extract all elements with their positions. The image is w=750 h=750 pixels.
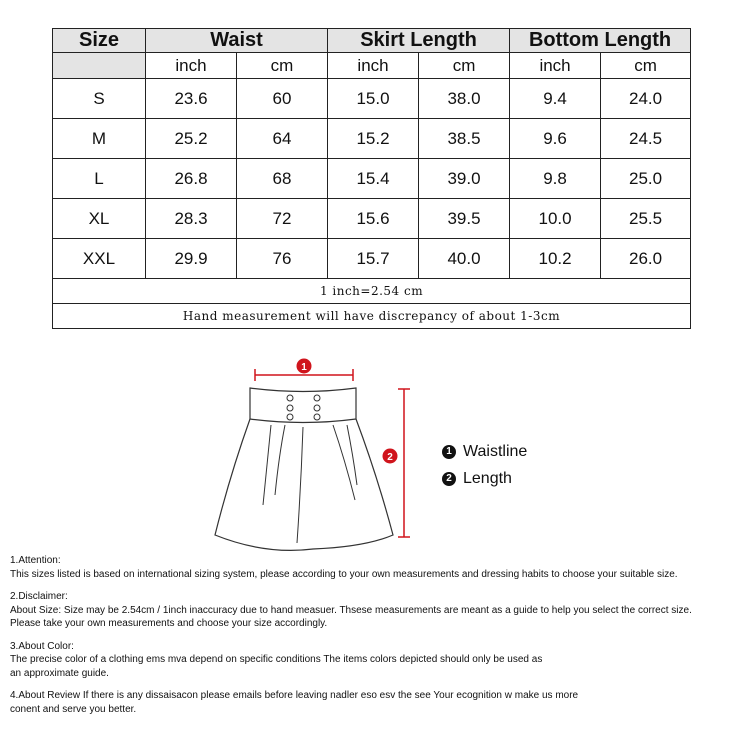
note-line: About Size: Size may be 2.54cm / 1inch inaccuracy due to hand measuer. Thsese measurements are meant as a guide to help you select the correct size.: [10, 604, 692, 616]
waist-inch-cell: 29.9: [146, 239, 237, 279]
note-line: an approximate guide.: [10, 667, 109, 679]
header-skirt-length: Skirt Length: [328, 29, 510, 53]
button-icons: [287, 395, 320, 420]
discrepancy-note: Hand measurement will have discrepancy of about 1-3cm: [53, 304, 691, 329]
unit-cell: cm: [237, 53, 328, 79]
size-cell: S: [53, 79, 146, 119]
legend-label: Length: [463, 469, 512, 487]
table-row: [53, 199, 691, 239]
waist-cm-cell: 72: [237, 199, 328, 239]
unit-cell: inch: [328, 53, 419, 79]
waist-cm-cell: 68: [237, 159, 328, 199]
bottom-cm-cell: 25.0: [601, 159, 691, 199]
skirt-body-outline: [215, 419, 393, 550]
header-row: [53, 29, 691, 53]
unit-blank: [53, 53, 146, 79]
notes-section: [10, 554, 748, 725]
table-row: [53, 239, 691, 279]
bottom-cm-cell: 25.5: [601, 199, 691, 239]
bottom-cm-cell: 24.0: [601, 79, 691, 119]
header-size: Size: [53, 29, 146, 53]
waist-cm-cell: 76: [237, 239, 328, 279]
pleat-lines: [263, 425, 357, 543]
note-line: 4.About Review If there is any dissaisacon please emails before leaving nadler eso esv the see Your ecognition w make us more: [10, 690, 579, 701]
note-attention: [10, 554, 748, 581]
note-title: 2.Disclaimer:: [10, 591, 68, 602]
bottom-inch-cell: 10.0: [510, 199, 601, 239]
discrepancy-row: [53, 304, 691, 329]
note-title: 3.About Color:: [10, 640, 74, 652]
waist-inch-cell: 26.8: [146, 159, 237, 199]
size-cell: M: [53, 119, 146, 159]
waistband-outline: [250, 388, 356, 423]
skirt-diagram: [205, 355, 420, 565]
skirt-cm-cell: 39.5: [419, 199, 510, 239]
marker-2-icon: [383, 449, 398, 464]
waist-cm-cell: 60: [237, 79, 328, 119]
legend-item-waistline: [442, 438, 527, 465]
legend-item-length: [442, 465, 527, 492]
note-line: This sizes listed is based on international sizing system, please according to your own measurements and dressing habits to choose your suitable size.: [10, 568, 678, 580]
conversion-row: [53, 279, 691, 304]
marker-1-label: 1: [301, 362, 307, 373]
bottom-inch-cell: 9.6: [510, 119, 601, 159]
note-line: conent and serve you better.: [10, 703, 137, 715]
note-about-review: [10, 689, 748, 716]
note-title: 1.Attention:: [10, 555, 61, 566]
marker-2-label: 2: [387, 452, 393, 463]
size-cell: L: [53, 159, 146, 199]
legend-number-icon: 1: [442, 445, 456, 459]
note-line: The precise color of a clothing ems mva depend on specific conditions The items colors depicted should only be used as: [10, 654, 543, 665]
conversion-note: 1 inch=2.54 cm: [53, 279, 691, 304]
skirt-cm-cell: 38.0: [419, 79, 510, 119]
skirt-inch-cell: 15.2: [328, 119, 419, 159]
header-waist: Waist: [146, 29, 328, 53]
table-row: [53, 119, 691, 159]
skirt-inch-cell: 15.6: [328, 199, 419, 239]
size-cell: XXL: [53, 239, 146, 279]
unit-cell: cm: [601, 53, 691, 79]
marker-1-icon: [297, 359, 312, 374]
size-cell: XL: [53, 199, 146, 239]
note-disclaimer: [10, 590, 748, 631]
bottom-cm-cell: 26.0: [601, 239, 691, 279]
skirt-cm-cell: 39.0: [419, 159, 510, 199]
note-line: Please take your own measurements and choose your size accordingly.: [10, 618, 328, 629]
skirt-cm-cell: 40.0: [419, 239, 510, 279]
waist-cm-cell: 64: [237, 119, 328, 159]
unit-cell: inch: [146, 53, 237, 79]
header-bottom-length: Bottom Length: [510, 29, 691, 53]
unit-cell: cm: [419, 53, 510, 79]
skirt-inch-cell: 15.7: [328, 239, 419, 279]
waist-inch-cell: 23.6: [146, 79, 237, 119]
bottom-cm-cell: 24.5: [601, 119, 691, 159]
bottom-inch-cell: 9.8: [510, 159, 601, 199]
table-row: [53, 79, 691, 119]
unit-cell: inch: [510, 53, 601, 79]
waist-inch-cell: 28.3: [146, 199, 237, 239]
note-about-color: [10, 640, 748, 681]
skirt-cm-cell: 38.5: [419, 119, 510, 159]
size-table: [52, 28, 691, 329]
skirt-inch-cell: 15.0: [328, 79, 419, 119]
skirt-inch-cell: 15.4: [328, 159, 419, 199]
waist-inch-cell: 25.2: [146, 119, 237, 159]
legend-number-icon: 2: [442, 472, 456, 486]
diagram-legend: [442, 438, 527, 492]
unit-row: [53, 53, 691, 79]
legend-label: Waistline: [463, 442, 528, 460]
bottom-inch-cell: 9.4: [510, 79, 601, 119]
table-row: [53, 159, 691, 199]
bottom-inch-cell: 10.2: [510, 239, 601, 279]
